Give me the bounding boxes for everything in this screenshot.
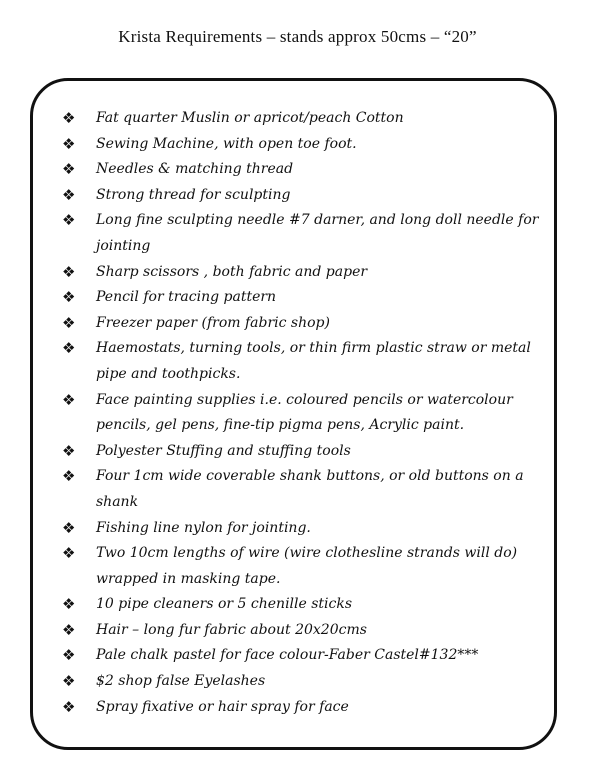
diamond-bullet-icon: ❖ [62, 697, 76, 716]
diamond-bullet-icon: ❖ [62, 134, 76, 153]
list-item-text: Face painting supplies i.e. coloured pencils or watercolour pencils, gel pens, fine-tip pigma pens, Acrylic paint. [96, 391, 513, 434]
list-item-text: Long fine sculpting needle #7 darner, and long doll needle for jointing [96, 212, 539, 254]
list-item [62, 132, 540, 158]
diamond-bullet-icon: ❖ [62, 467, 76, 486]
list-item-text: Pencil for tracing pattern [96, 289, 277, 306]
diamond-bullet-icon: ❖ [62, 620, 76, 639]
list-item [62, 669, 540, 695]
diamond-bullet-icon: ❖ [62, 288, 76, 307]
list-item [62, 157, 540, 183]
list-item [62, 592, 540, 618]
list-item-text: Four 1cm wide coverable shank buttons, or old buttons on a shank [96, 468, 524, 510]
list-item-text: Pale chalk pastel for face colour-Faber Castel#132*** [96, 647, 479, 664]
requirements-list [62, 106, 540, 720]
diamond-bullet-icon: ❖ [62, 211, 76, 230]
list-item [62, 695, 540, 721]
list-item [62, 106, 540, 132]
list-item-text: Haemostats, turning tools, or thin firm plastic straw or metal pipe and toothpicks. [96, 340, 531, 382]
list-item-text: 10 pipe cleaners or 5 chenille sticks [96, 596, 353, 613]
diamond-bullet-icon: ❖ [62, 185, 76, 204]
list-item-text: Strong thread for sculpting [96, 186, 291, 203]
list-item [62, 311, 540, 337]
diamond-bullet-icon: ❖ [62, 339, 76, 358]
list-item-text: Two 10cm lengths of wire (wire clothesline strands will do) wrapped in masking tape. [96, 545, 518, 587]
diamond-bullet-icon: ❖ [62, 544, 76, 563]
list-item-text: Sewing Machine, with open toe foot. [96, 135, 357, 152]
list-item [62, 260, 540, 286]
list-item [62, 336, 540, 387]
diamond-bullet-icon: ❖ [62, 518, 76, 537]
diamond-bullet-icon: ❖ [62, 390, 76, 409]
diamond-bullet-icon: ❖ [62, 262, 76, 281]
list-item [62, 516, 540, 542]
diamond-bullet-icon: ❖ [62, 160, 76, 179]
diamond-bullet-icon: ❖ [62, 595, 76, 614]
list-item [62, 439, 540, 465]
list-item-text: Hair – long fur fabric about 20x20cms [96, 621, 367, 638]
list-item [62, 618, 540, 644]
list-item-text: Polyester Stuffing and stuffing tools [96, 442, 351, 459]
list-item-text: Sharp scissors , both fabric and paper [96, 263, 368, 280]
list-item-text: Freezer paper (from fabric shop) [96, 314, 330, 331]
list-item [62, 464, 540, 515]
list-item [62, 183, 540, 209]
list-item-text: Needles & matching thread [96, 161, 294, 178]
diamond-bullet-icon: ❖ [62, 109, 76, 127]
diamond-bullet-icon: ❖ [62, 672, 76, 691]
list-item [62, 643, 540, 669]
list-item-text: $2 shop false Eyelashes [96, 673, 266, 690]
diamond-bullet-icon: ❖ [62, 441, 76, 460]
list-item-text: Fishing line nylon for jointing. [96, 519, 311, 536]
list-item-text: Spray fixative or hair spray for face [96, 698, 349, 715]
list-item [62, 208, 540, 259]
list-item [62, 285, 540, 311]
list-item [62, 388, 540, 439]
list-item [62, 541, 540, 592]
diamond-bullet-icon: ❖ [62, 646, 76, 665]
diamond-bullet-icon: ❖ [62, 313, 76, 332]
page-title: Krista Requirements – stands approx 50cms – “20” [118, 27, 477, 46]
list-item-text: Fat quarter Muslin or apricot/peach Cotton [96, 110, 404, 126]
